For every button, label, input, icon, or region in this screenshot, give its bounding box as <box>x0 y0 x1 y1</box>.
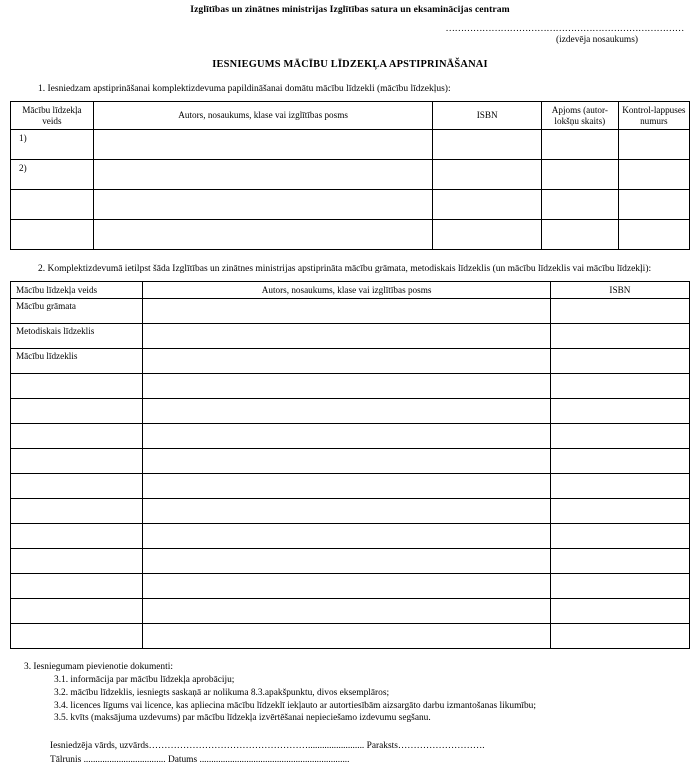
table2-cell-autors[interactable] <box>143 599 550 624</box>
table1-header-isbn: ISBN <box>433 102 542 130</box>
table2-cell-isbn[interactable] <box>550 624 689 649</box>
issuer-dots-line <box>10 24 690 34</box>
table-submitted-materials <box>10 101 690 250</box>
table-row <box>11 374 690 399</box>
table2-cell-veids[interactable]: Mācību līdzeklis <box>11 349 143 374</box>
table-approved-materials <box>10 281 690 649</box>
table1-cell-autors[interactable] <box>93 160 433 190</box>
table2-cell-isbn[interactable] <box>550 599 689 624</box>
table-row <box>11 524 690 549</box>
table1-cell-veids[interactable] <box>11 190 94 220</box>
table2-cell-isbn[interactable] <box>550 424 689 449</box>
table-row <box>11 102 690 130</box>
table1-header-apjoms: Apjoms (autor-lokšņu skaits) <box>541 102 618 130</box>
table2-cell-autors[interactable] <box>143 524 550 549</box>
table-row <box>11 574 690 599</box>
table2-cell-autors[interactable] <box>143 299 550 324</box>
table2-cell-autors[interactable] <box>143 624 550 649</box>
table-row <box>11 160 690 190</box>
table1-header-autors: Autors, nosaukums, klase vai izglītības posms <box>93 102 433 130</box>
table2-header-autors: Autors, nosaukums, klase vai izglītības posms <box>143 282 550 299</box>
table1-cell-apjoms[interactable] <box>541 220 618 250</box>
table2-cell-veids[interactable]: Metodiskais līdzeklis <box>11 324 143 349</box>
table1-cell-kontrol[interactable] <box>618 130 689 160</box>
table1-cell-kontrol[interactable] <box>618 190 689 220</box>
table2-cell-isbn[interactable] <box>550 299 689 324</box>
table2-cell-veids[interactable] <box>11 424 143 449</box>
signature-phone-date-line[interactable]: Tālrunis ................................... Datums ................................................................ <box>50 755 350 766</box>
signature-name-line[interactable]: Iesniedzēja vārds, uzvārds……………………………………………........................ Paraksts………………………. <box>50 740 485 751</box>
table2-cell-veids[interactable] <box>11 574 143 599</box>
table-row <box>11 190 690 220</box>
table2-cell-autors[interactable] <box>143 374 550 399</box>
table2-cell-isbn[interactable] <box>550 349 689 374</box>
table1-cell-isbn[interactable] <box>433 220 542 250</box>
table2-cell-autors[interactable] <box>143 349 550 374</box>
table2-cell-autors[interactable] <box>143 474 550 499</box>
table1-cell-apjoms[interactable] <box>541 190 618 220</box>
table2-cell-isbn[interactable] <box>550 524 689 549</box>
attachments-section <box>10 661 690 724</box>
table2-cell-autors[interactable] <box>143 424 550 449</box>
table2-cell-isbn[interactable] <box>550 574 689 599</box>
table2-cell-veids[interactable] <box>11 374 143 399</box>
table2-cell-veids[interactable] <box>11 599 143 624</box>
table-row <box>11 499 690 524</box>
paragraph-1: 1. Iesniedzam apstiprināšanai komplektizdevuma papildināšanai domātu mācību līdzekli (mācību līdzekļus): <box>38 84 451 94</box>
table2-cell-veids[interactable] <box>11 474 143 499</box>
table-row <box>11 424 690 449</box>
table1-cell-kontrol[interactable] <box>618 160 689 190</box>
table2-cell-isbn[interactable] <box>550 474 689 499</box>
table1-cell-kontrol[interactable] <box>618 220 689 250</box>
table2-cell-veids[interactable]: Mācību grāmata <box>11 299 143 324</box>
table1-header-veids: Mācību līdzekļa veids <box>11 102 94 130</box>
paragraph-2: 2. Komplektizdevumā ietilpst šāda Izglītības un zinātnes ministrijas apstiprināta mācību grāmata, metodiskais līdzeklis (un mācību līdzeklis vai mācību līdzekļi): <box>38 264 652 275</box>
table1-cell-autors[interactable] <box>93 130 433 160</box>
table-row <box>11 282 690 299</box>
table2-cell-veids[interactable] <box>11 399 143 424</box>
table2-cell-isbn[interactable] <box>550 324 689 349</box>
table-row <box>11 220 690 250</box>
table2-cell-veids[interactable] <box>11 499 143 524</box>
table2-cell-autors[interactable] <box>143 549 550 574</box>
table-row <box>11 474 690 499</box>
table-row <box>11 349 690 374</box>
table-row <box>11 130 690 160</box>
table-row <box>11 449 690 474</box>
table-row <box>11 599 690 624</box>
table-row <box>11 299 690 324</box>
table2-cell-veids[interactable] <box>11 524 143 549</box>
table1-cell-isbn[interactable] <box>433 190 542 220</box>
table-row <box>11 399 690 424</box>
attachment-item: 3.4. licences līgums vai licence, kas apliecina mācību līdzeklī iekļauto ar autortiesībām aizsargāto darbu izmantošanas likumību; <box>54 700 536 711</box>
table-row <box>11 624 690 649</box>
table1-cell-veids[interactable] <box>11 220 94 250</box>
table1-cell-veids[interactable]: 1) <box>11 130 94 160</box>
table2-cell-isbn[interactable] <box>550 549 689 574</box>
table2-cell-autors[interactable] <box>143 449 550 474</box>
addressee-line: Izglītības un zinātnes ministrijas Izglītības satura un eksaminācijas centram <box>190 4 510 15</box>
table1-cell-isbn[interactable] <box>433 160 542 190</box>
table1-header-kontrol: Kontrol-lappuses numurs <box>618 102 689 130</box>
table1-cell-veids[interactable]: 2) <box>11 160 94 190</box>
issuer-caption: (izdevēja nosaukums) <box>555 35 638 45</box>
table2-cell-isbn[interactable] <box>550 449 689 474</box>
table-row <box>11 324 690 349</box>
table2-cell-isbn[interactable] <box>550 374 689 399</box>
table1-cell-apjoms[interactable] <box>541 130 618 160</box>
signature-section <box>10 739 690 768</box>
table-row <box>11 549 690 574</box>
table1-cell-isbn[interactable] <box>433 130 542 160</box>
table2-cell-autors[interactable] <box>143 574 550 599</box>
table2-cell-isbn[interactable] <box>550 399 689 424</box>
attachment-item: 3.2. mācību līdzeklis, iesniegts saskaņā ar nolikuma 8.3.apakšpunktu, divos eksemplāros; <box>54 687 390 698</box>
table2-cell-autors[interactable] <box>143 399 550 424</box>
table2-header-veids: Mācību līdzekļa veids <box>11 282 143 299</box>
page-title: IESNIEGUMS MĀCĪBU LĪDZEKĻA APSTIPRINĀŠANAI <box>212 59 488 70</box>
table2-cell-isbn[interactable] <box>550 499 689 524</box>
table1-cell-apjoms[interactable] <box>541 160 618 190</box>
document-page <box>0 4 700 778</box>
table1-cell-autors[interactable] <box>93 190 433 220</box>
table2-cell-veids[interactable] <box>11 449 143 474</box>
table2-cell-autors[interactable] <box>143 324 550 349</box>
attachment-item: 3.5. kvīts (maksājuma uzdevums) par mācību līdzekļa izvērtēšanai nepieciešamo izdevumu segšanu. <box>54 713 431 724</box>
table2-header-isbn: ISBN <box>550 282 689 299</box>
issuer-dots: …………………………………………………………………… <box>445 24 684 34</box>
table1-cell-autors[interactable] <box>93 220 433 250</box>
table2-cell-veids[interactable] <box>11 624 143 649</box>
attachment-item: 3.1. informācija par mācību līdzekļa aprobāciju; <box>54 675 235 686</box>
table2-cell-veids[interactable] <box>11 549 143 574</box>
attachments-heading: 3. Iesniegumam pievienotie dokumenti: <box>24 662 173 673</box>
table2-cell-autors[interactable] <box>143 499 550 524</box>
